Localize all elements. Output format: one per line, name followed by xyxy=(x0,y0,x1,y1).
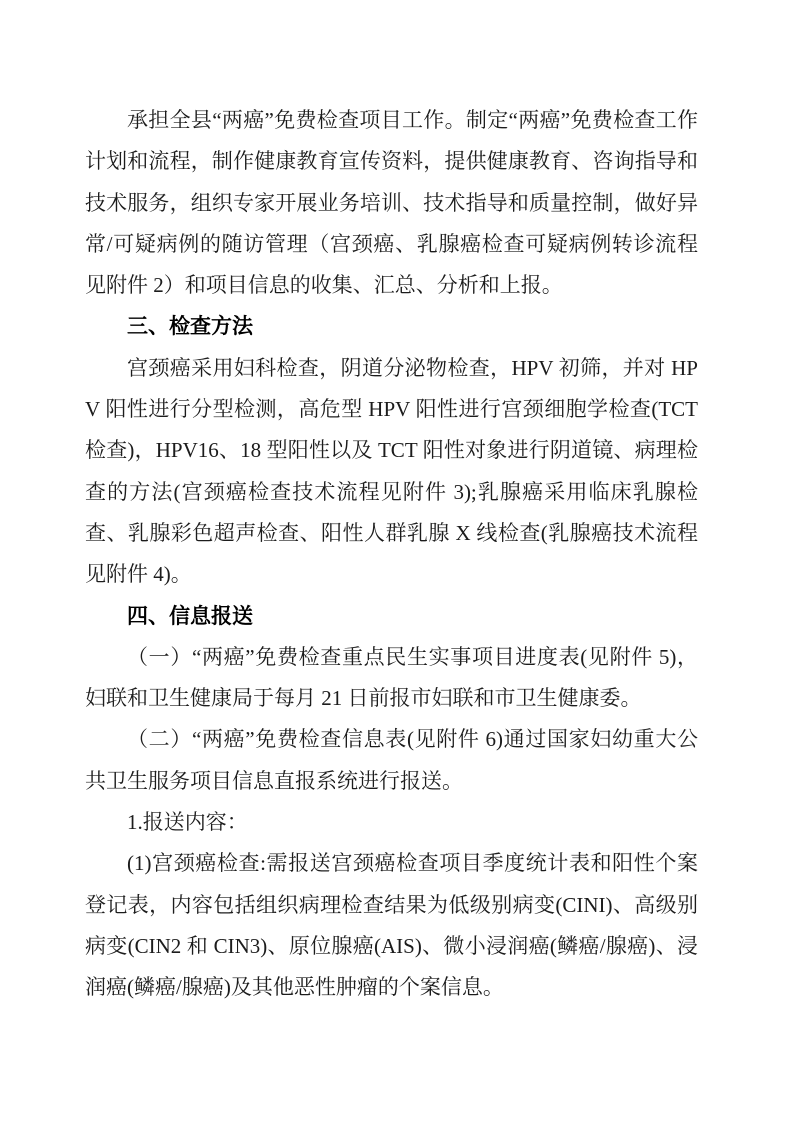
body-paragraph: 1.报送内容： xyxy=(127,810,248,835)
body-paragraph: 承担全县“两癌”免费检查项目工作。制定“两癌”免费检查工作计划和流程，制作健康教育宣传资料，提供健康教育、咨询指导和技术服务，组织专家开展业务培训、技术指导和质量控制，做好异常/可疑病例的随访管理（宫颈癌、乳腺癌检查可疑病例转诊流程见附件 2）和项目信息的收集、汇总、分析和上报。 xyxy=(85,108,698,298)
body-paragraph: 宫颈癌采用妇科检查，阴道分泌物检查，HPV 初筛，并对 HPV 阳性进行分型检测，高危型 HPV 阳性进行宫颈细胞学检查(TCT 检查)，HPV16、18 型阳性以及 TCT 阳性对象进行阴道镜、病理检查的方法(宫颈癌检查技术流程见附件 3);乳腺癌采用临床乳腺检查、乳腺彩色超声检查、阳性人群乳腺 X 线检查(乳腺癌技术流程见附件 4)。 xyxy=(85,355,698,587)
body-paragraph: （二）“两癌”免费检查信息表(见附件 6)通过国家妇幼重大公共卫生服务项目信息直报系统进行报送。 xyxy=(85,727,698,793)
body-paragraph: （一）“两癌”免费检查重点民生实事项目进度表(见附件 5)，妇联和卫生健康局于每月 21 日前报市妇联和市卫生健康委。 xyxy=(85,644,698,711)
section-heading: 四、信息报送 xyxy=(127,604,253,628)
section-heading: 三、检查方法 xyxy=(127,315,253,339)
body-paragraph: (1)宫颈癌检查:需报送宫颈癌检查项目季度统计表和阳性个案登记表，内容包括组织病理检查结果为低级别病变(CINI)、高级别病变(CIN2 和 CIN3)、原位腺癌(AIS)、微小浸润癌(鳞癌/腺癌)、浸润癌(鳞癌/腺癌)及其他恶性肿瘤的个案信息。 xyxy=(85,851,698,1000)
document-content xyxy=(85,100,698,1009)
